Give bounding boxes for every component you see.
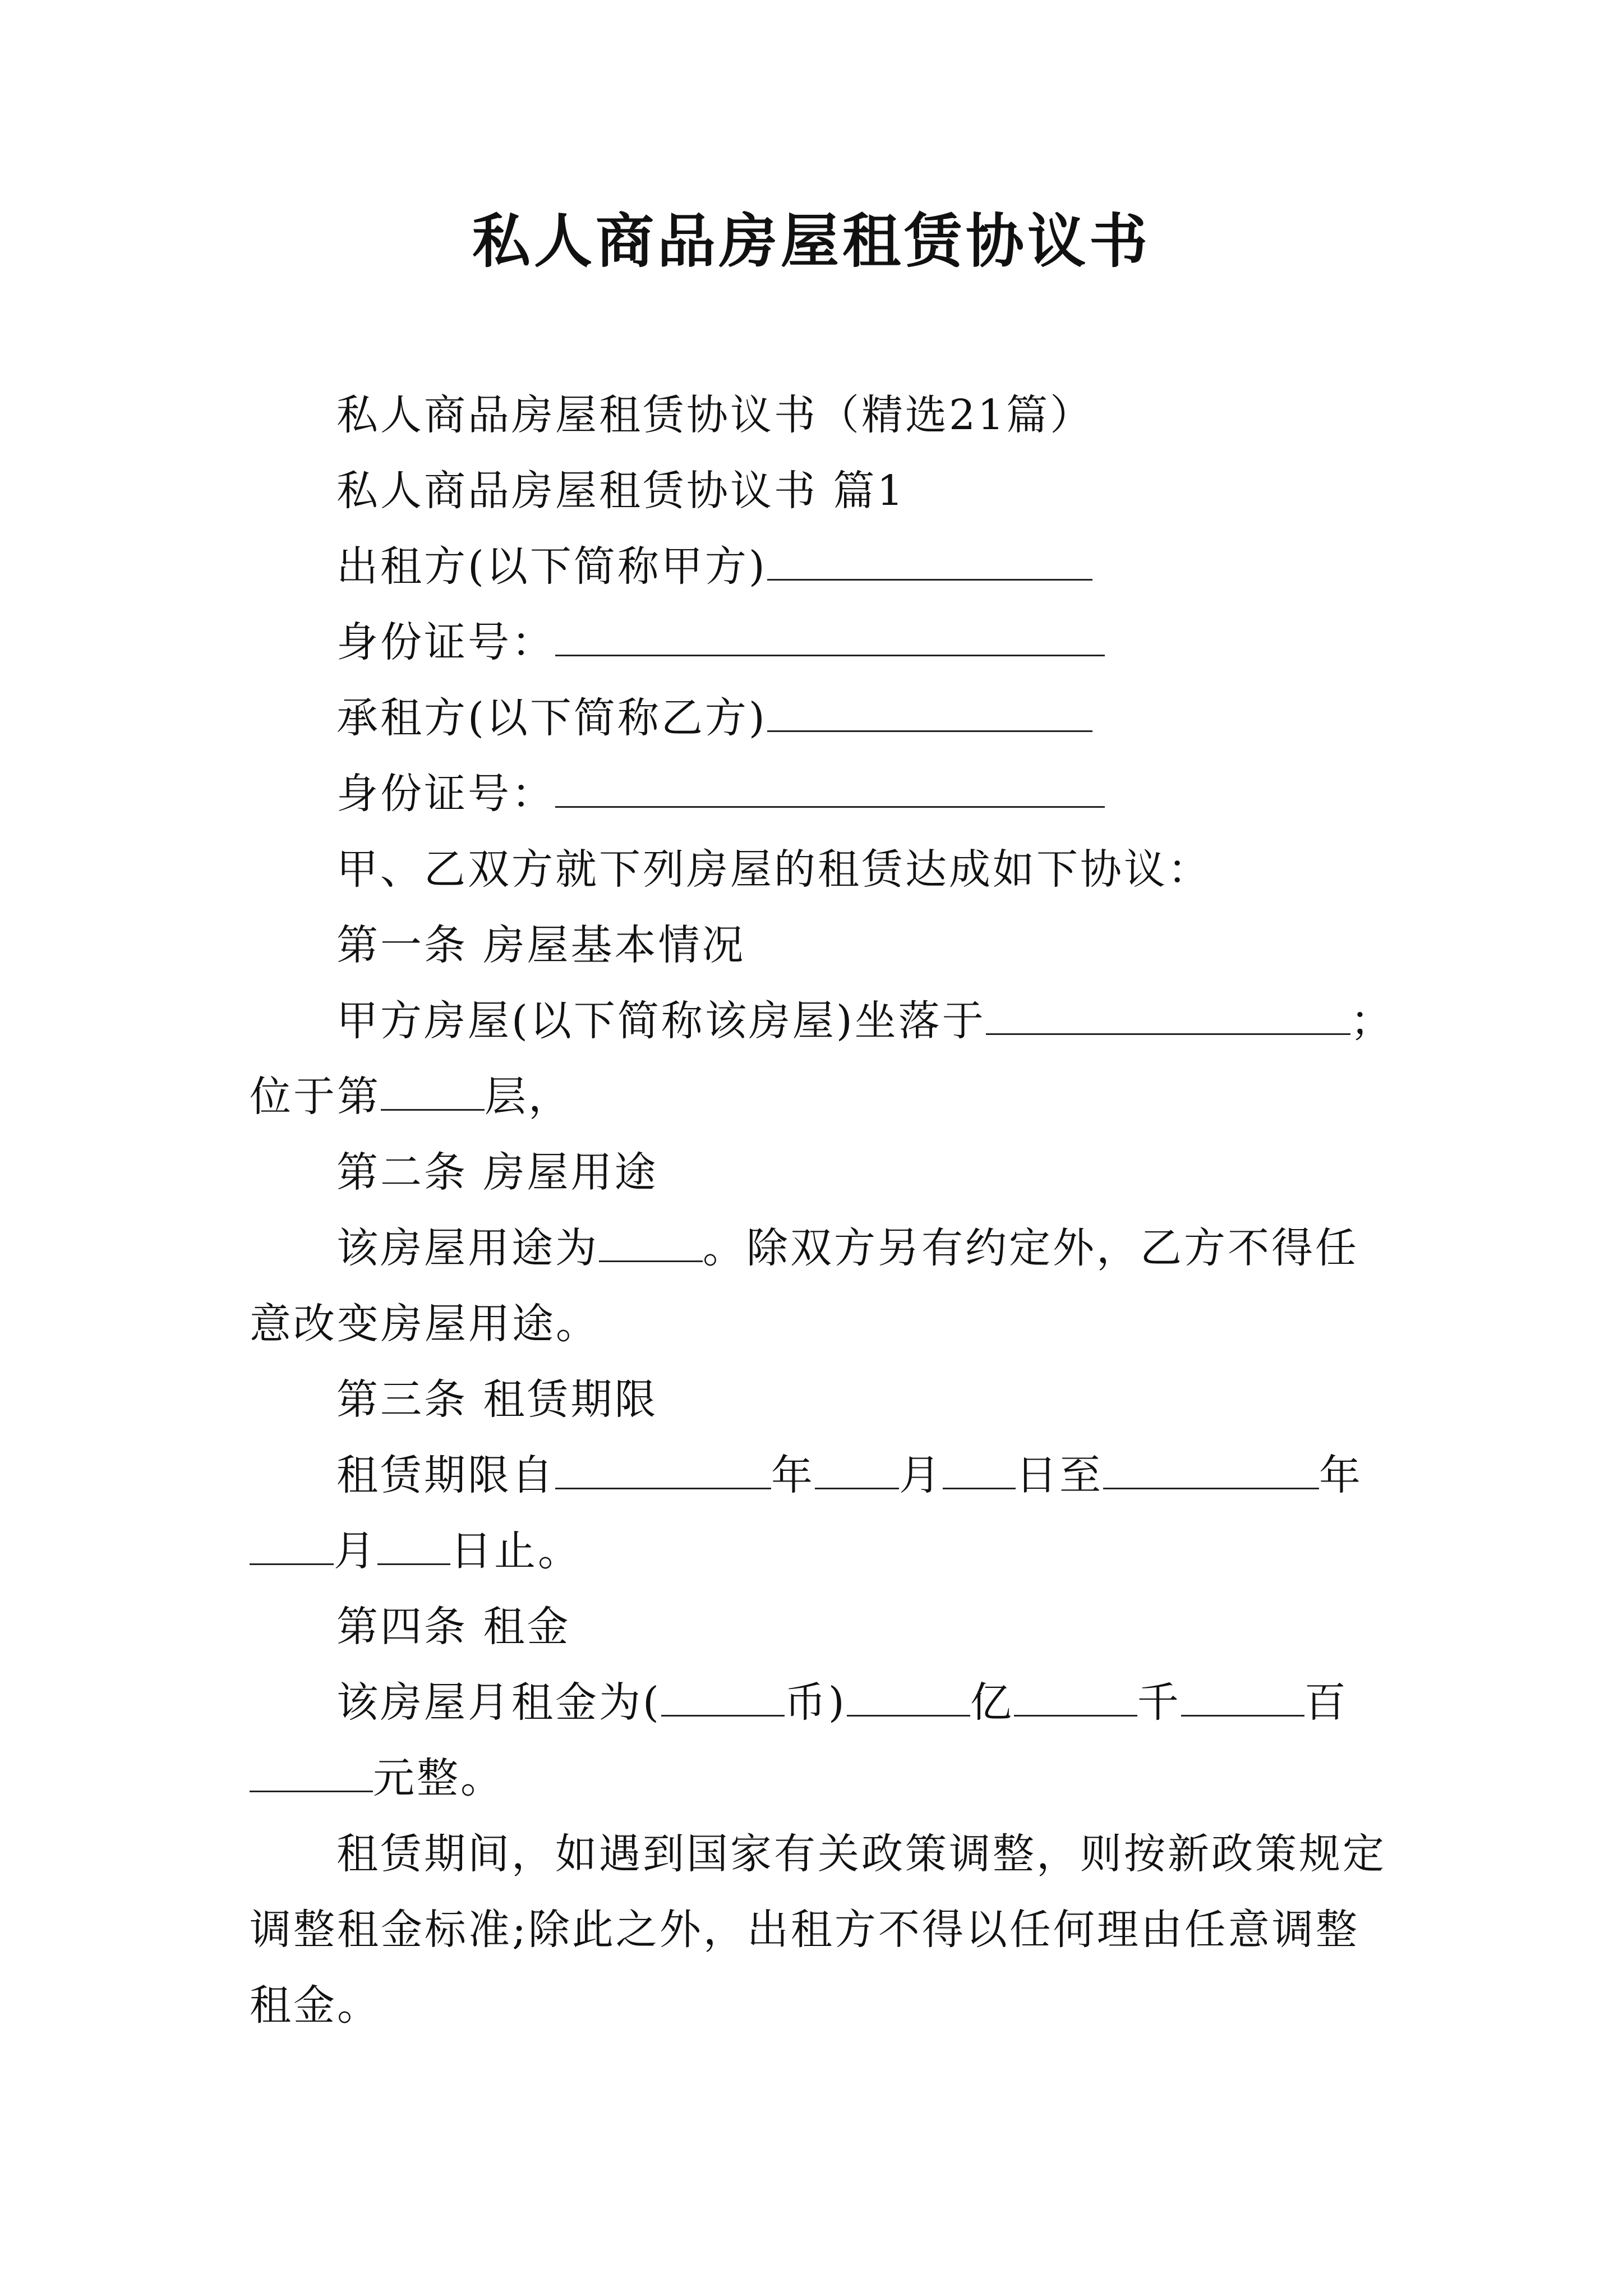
article4-rent-line2 xyxy=(250,1750,504,1806)
start-day-blank[interactable] xyxy=(943,1455,1016,1489)
lessor-line xyxy=(336,539,1092,595)
article2-usage-line2: 意改变房屋用途。 xyxy=(250,1300,600,1348)
year-label: 年 xyxy=(771,1451,815,1499)
lessee-label: 承租方(以下简称乙方) xyxy=(336,694,767,742)
term-label: 租赁期限自 xyxy=(336,1451,555,1499)
floor-end: 层， xyxy=(485,1073,572,1121)
article3-term-line2 xyxy=(250,1523,582,1579)
qian-blank[interactable] xyxy=(1014,1682,1137,1717)
article3-term-line xyxy=(336,1447,1363,1503)
lessee-line xyxy=(336,690,1092,746)
location-end: ； xyxy=(1350,997,1394,1045)
location-label: 甲方房屋(以下简称该房屋)坐落于 xyxy=(336,997,986,1045)
month-label: 月 xyxy=(899,1451,943,1499)
lessee-id-blank[interactable] xyxy=(555,774,1105,808)
lessee-id-label: 身份证号： xyxy=(336,770,555,818)
year-label-2: 年 xyxy=(1319,1451,1363,1499)
usage-label: 该房屋用途为 xyxy=(336,1224,599,1272)
lessor-id-label: 身份证号： xyxy=(336,618,555,666)
location-blank[interactable] xyxy=(986,1001,1350,1035)
lessor-id-line xyxy=(336,614,1105,670)
currency-label: 币) xyxy=(784,1678,847,1727)
usage-text: 。除双方另有约定外，乙方不得任 xyxy=(703,1224,1359,1272)
article4-rent-line xyxy=(336,1674,1348,1731)
yuan-label: 元整。 xyxy=(373,1754,504,1802)
lessee-blank[interactable] xyxy=(767,698,1092,732)
section-heading: 私人商品房屋租赁协议书 篇1 xyxy=(336,467,906,515)
article3-heading: 第三条 租赁期限 xyxy=(336,1375,658,1424)
lessee-id-line xyxy=(336,766,1105,822)
yuan-blank[interactable] xyxy=(250,1758,373,1792)
article4-para2-line3: 租金。 xyxy=(250,1981,381,2030)
subtitle: 私人商品房屋租赁协议书（精选21篇） xyxy=(336,391,1094,439)
floor-label: 位于第 xyxy=(250,1073,381,1121)
end-year-blank[interactable] xyxy=(1103,1455,1319,1489)
floor-blank[interactable] xyxy=(381,1076,485,1111)
bai-label: 百 xyxy=(1304,1678,1348,1727)
article2-usage-line xyxy=(336,1220,1359,1276)
lessor-id-blank[interactable] xyxy=(555,622,1105,656)
yi-label: 亿 xyxy=(970,1678,1014,1727)
agreement-intro: 甲、乙双方就下列房屋的租赁达成如下协议： xyxy=(336,845,1211,894)
document-title: 私人商品房屋租赁协议书 xyxy=(472,207,1151,275)
bai-blank[interactable] xyxy=(1181,1682,1304,1717)
day-to-label: 日至 xyxy=(1016,1451,1103,1499)
rent-label: 该房屋月租金为( xyxy=(336,1678,661,1727)
article2-heading: 第二条 房屋用途 xyxy=(336,1148,658,1197)
currency-blank[interactable] xyxy=(661,1682,785,1717)
end-month-blank[interactable] xyxy=(250,1531,334,1565)
article1-floor-line xyxy=(250,1069,572,1125)
end-day-blank[interactable] xyxy=(377,1531,450,1565)
qian-label: 千 xyxy=(1137,1678,1181,1727)
lessor-blank[interactable] xyxy=(767,546,1092,581)
usage-blank[interactable] xyxy=(599,1228,703,1262)
day-end-label: 日止。 xyxy=(450,1527,582,1575)
article1-location-line xyxy=(336,993,1394,1049)
article4-heading: 第四条 租金 xyxy=(336,1603,571,1651)
yi-blank[interactable] xyxy=(847,1682,970,1717)
start-month-blank[interactable] xyxy=(815,1455,899,1489)
article4-para2-line1: 租赁期间，如遇到国家有关政策调整，则按新政策规定 xyxy=(336,1830,1386,1878)
article4-para2-line2: 调整租金标准;除此之外，出租方不得以任何理由任意调整 xyxy=(250,1906,1359,1954)
month-label-2: 月 xyxy=(334,1527,377,1575)
article1-heading: 第一条 房屋基本情况 xyxy=(336,921,746,969)
lessor-label: 出租方(以下简称甲方) xyxy=(336,542,767,591)
start-year-blank[interactable] xyxy=(555,1455,771,1489)
